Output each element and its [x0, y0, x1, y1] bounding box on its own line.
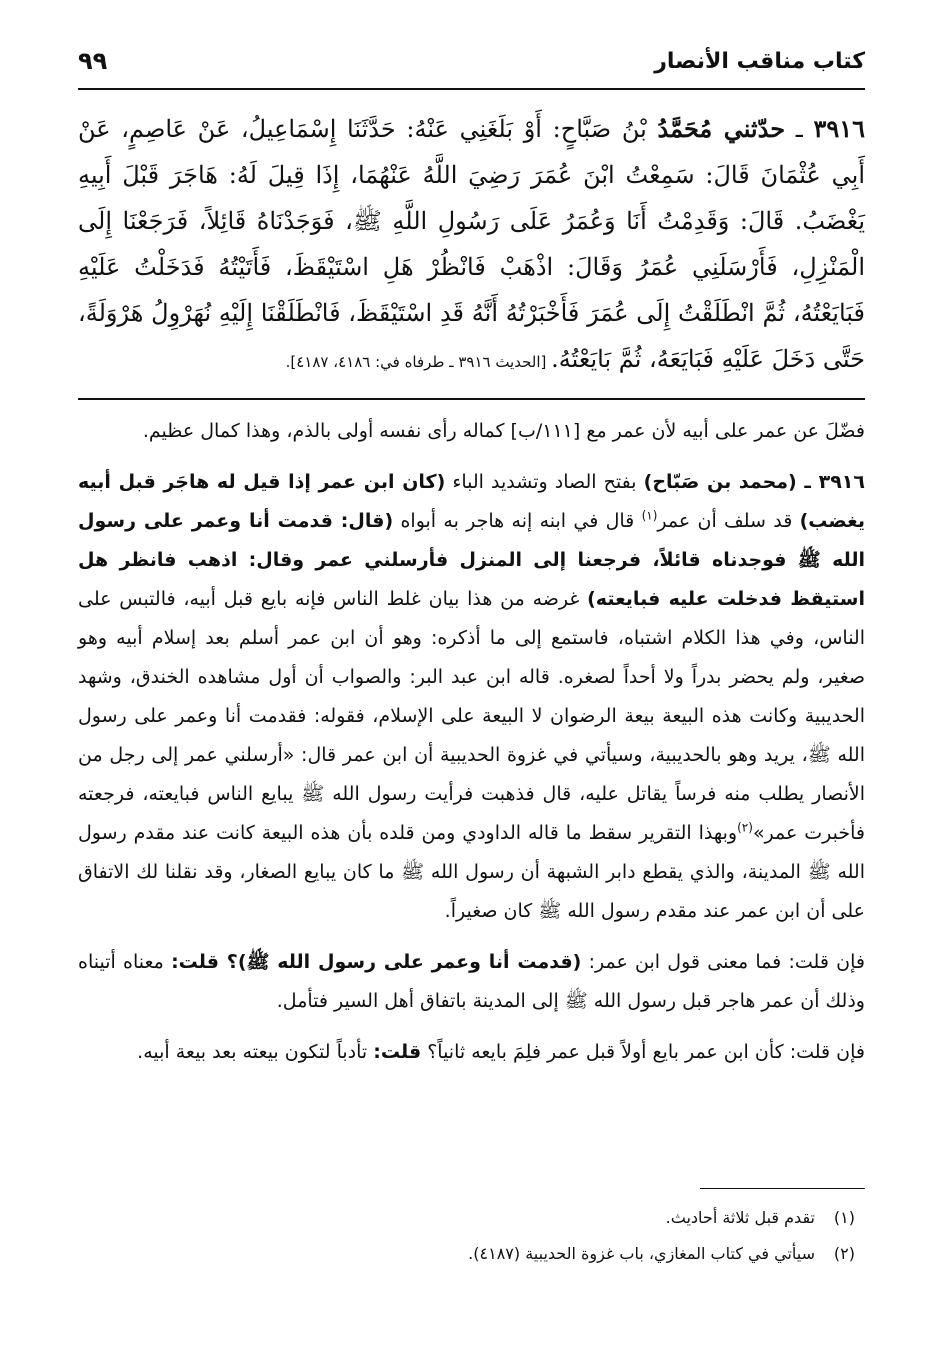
hadith-number: ٣٩١٦	[813, 114, 866, 143]
hadith-body: بْنُ صَبَّاحٍ: أَوْ بَلَغَنِي عَنْهُ: حَدَّثَنَا إِسْمَاعِيلُ، عَنْ عَاصِمٍ، عَنْ أَبِي عُثْمَانَ قَالَ: سَمِعْتُ ابْنَ عُمَرَ رَضِيَ اللَّهُ عَنْهُمَا، إِذَا قِيلَ لَهُ: هَاجَرَ قَبْلَ أَبِيهِ يَغْضَبُ. قَالَ: وَقَدِمْتُ أَنَا وَعُمَرُ عَلَى رَسُولِ اللَّهِ ﷺ، فَوَجَدْنَاهُ قَائِلاً، فَرَجَعْنَا إِلَى الْمَنْزِلِ، فَأَرْسَلَنِي عُمَرُ وَقَالَ: اذْهَبْ فَانْظُرْ هَلِ اسْتَيْقَظَ، فَأَتَيْتُهُ فَدَخَلْتُ عَلَيْهِ فَبَايَعْتُهُ، ثُمَّ انْطَلَقْتُ إِلَى عُمَرَ فَأَخْبَرْتُهُ أَنَّهُ قَدِ اسْتَيْقَظَ، فَانْطَلَقْنَا إِلَيْهِ نُهَرْوِلُ هَرْوَلَةً، حَتَّى دَخَلَ عَلَيْهِ فَبَايَعَهُ، ثُمَّ بَايَعْتُهُ.	[78, 115, 865, 373]
hadith-dash: ـ	[785, 115, 814, 143]
commentary-p4-text-2: تأدباً لتكون بيعته بعد بيعة أبيه.	[137, 1041, 374, 1063]
commentary-text-5: وبهذا التقرير سقط ما قاله الداودي ومن قلده بأن هذه البيعة كانت عند مقدم رسول الله ﷺ المدينة، والذي يقطع دابر الشبهة أن رسول الله ﷺ ما كان يبايع الصغار، وقد نقلنا لك الاتفاق على أن ابن عمر عند مقدم رسول الله ﷺ كان صغيراً.	[78, 822, 865, 922]
commentary-p3-text-1: فإن قلت: فما معنى قول ابن عمر:	[581, 951, 865, 973]
footnote-marker-1[interactable]: (١)	[641, 508, 658, 523]
footnotes	[78, 1200, 855, 1300]
section-divider	[78, 398, 865, 400]
commentary-block	[78, 412, 865, 1172]
page-header	[78, 36, 865, 86]
commentary-paragraph-1	[78, 412, 865, 451]
footnote-2-text: سيأتي في كتاب المغازي، باب غزوة الحديبية (٤١٨٧).	[468, 1244, 815, 1263]
commentary-p3-bold: (قدمت أنا وعمر على رسول الله ﷺ)؟ قلت:	[171, 951, 582, 973]
hadith-text-block	[78, 106, 865, 386]
hadith-narrator: حدّثني مُحَمَّدُ	[657, 114, 786, 143]
commentary-p1-text: فضّلَ عن عمر على أبيه لأن عمر مع [١١١/ب] كماله رأى نفسه أولى بالذم، وهذا كمال عظيم.	[142, 420, 865, 442]
header-rule	[78, 88, 865, 90]
commentary-bold-2: (كان ابن عمر إذا قيل له هاجَر قبل أبيه يغضب)	[78, 471, 865, 532]
footnote-rule	[700, 1188, 865, 1189]
commentary-p4-text-1: فإن قلت: كأن ابن عمر بايع أولاً قبل عمر فلِمَ بايعه ثانياً؟	[421, 1041, 865, 1063]
footnote-2-number: (٢)	[833, 1244, 855, 1263]
commentary-p4-bold: قلت:	[373, 1041, 422, 1063]
commentary-paragraph-3	[78, 943, 865, 1021]
commentary-text-3: قال في ابنه إنه هاجر به أبواه	[393, 510, 642, 532]
footnote-marker-2[interactable]: (٢)	[737, 820, 753, 835]
footnote-1	[78, 1200, 855, 1236]
chapter-title: كتاب مناقب الأنصار	[654, 48, 865, 74]
commentary-number: ٣٩١٦ ـ	[796, 471, 865, 493]
page-number: ٩٩	[78, 47, 108, 75]
footnote-2	[78, 1236, 855, 1272]
footnote-1-number: (١)	[833, 1208, 855, 1227]
commentary-paragraph-4	[78, 1033, 865, 1072]
commentary-p3-text-2: معناه أتيناه وذلك أن عمر هاجر قبل رسول الله ﷺ إلى المدينة باتفاق أهل السير فتأمل.	[78, 951, 865, 1012]
commentary-text-1: بفتح الصاد وتشديد الباء	[445, 471, 644, 493]
commentary-paragraph-2	[78, 463, 865, 931]
commentary-text-2: قد سلف أن عمر	[657, 510, 800, 532]
commentary-text-4: غرضه من هذا بيان غلط الناس فإنه بايع قبل أبيه، فالتبس على الناس، وفي هذا الكلام اشتباه، فاستمع إلى ما أذكره: وهو أن ابن عمر أسلم بعد إسلام أبيه وهو صغير، ولم يحضر بدراً ولا أحداً لصغره. قاله ابن عبد البر: والصواب أن أول مشاهده الخندق، وشهد الحديبية وكانت هذه البيعة بيعة الرضوان لا البيعة على الإسلام، فقوله: فقدمت أنا وعمر على رسول الله ﷺ، يريد وهو بالحديبية، وسيأتي في غزوة الحديبية أن ابن عمر قال: «أرسلني عمر إلى رجل من الأنصار يطلب منه فرساً يقاتل عليه، قال فذهبت فرأيت رسول الله ﷺ يبايع الناس فبايعته، فرجعته فأخبرت عمر»	[78, 588, 865, 844]
hadith-reference: [الحديث ٣٩١٦ ـ طرفاه في: ٤١٨٦، ٤١٨٧].	[285, 353, 552, 371]
commentary-bold-3: (قال: قدمت أنا وعمر على رسول الله ﷺ فوجدناه قائلاً، فرجعنا إلى المنزل فأرسلني عمر وقال: اذهب فانظر هل استيقظ فدخلت عليه فبايعته)	[78, 510, 866, 610]
commentary-bold-1: (محمد بن صَبّاح)	[643, 471, 797, 493]
footnote-1-text: تقدم قبل ثلاثة أحاديث.	[665, 1208, 815, 1227]
